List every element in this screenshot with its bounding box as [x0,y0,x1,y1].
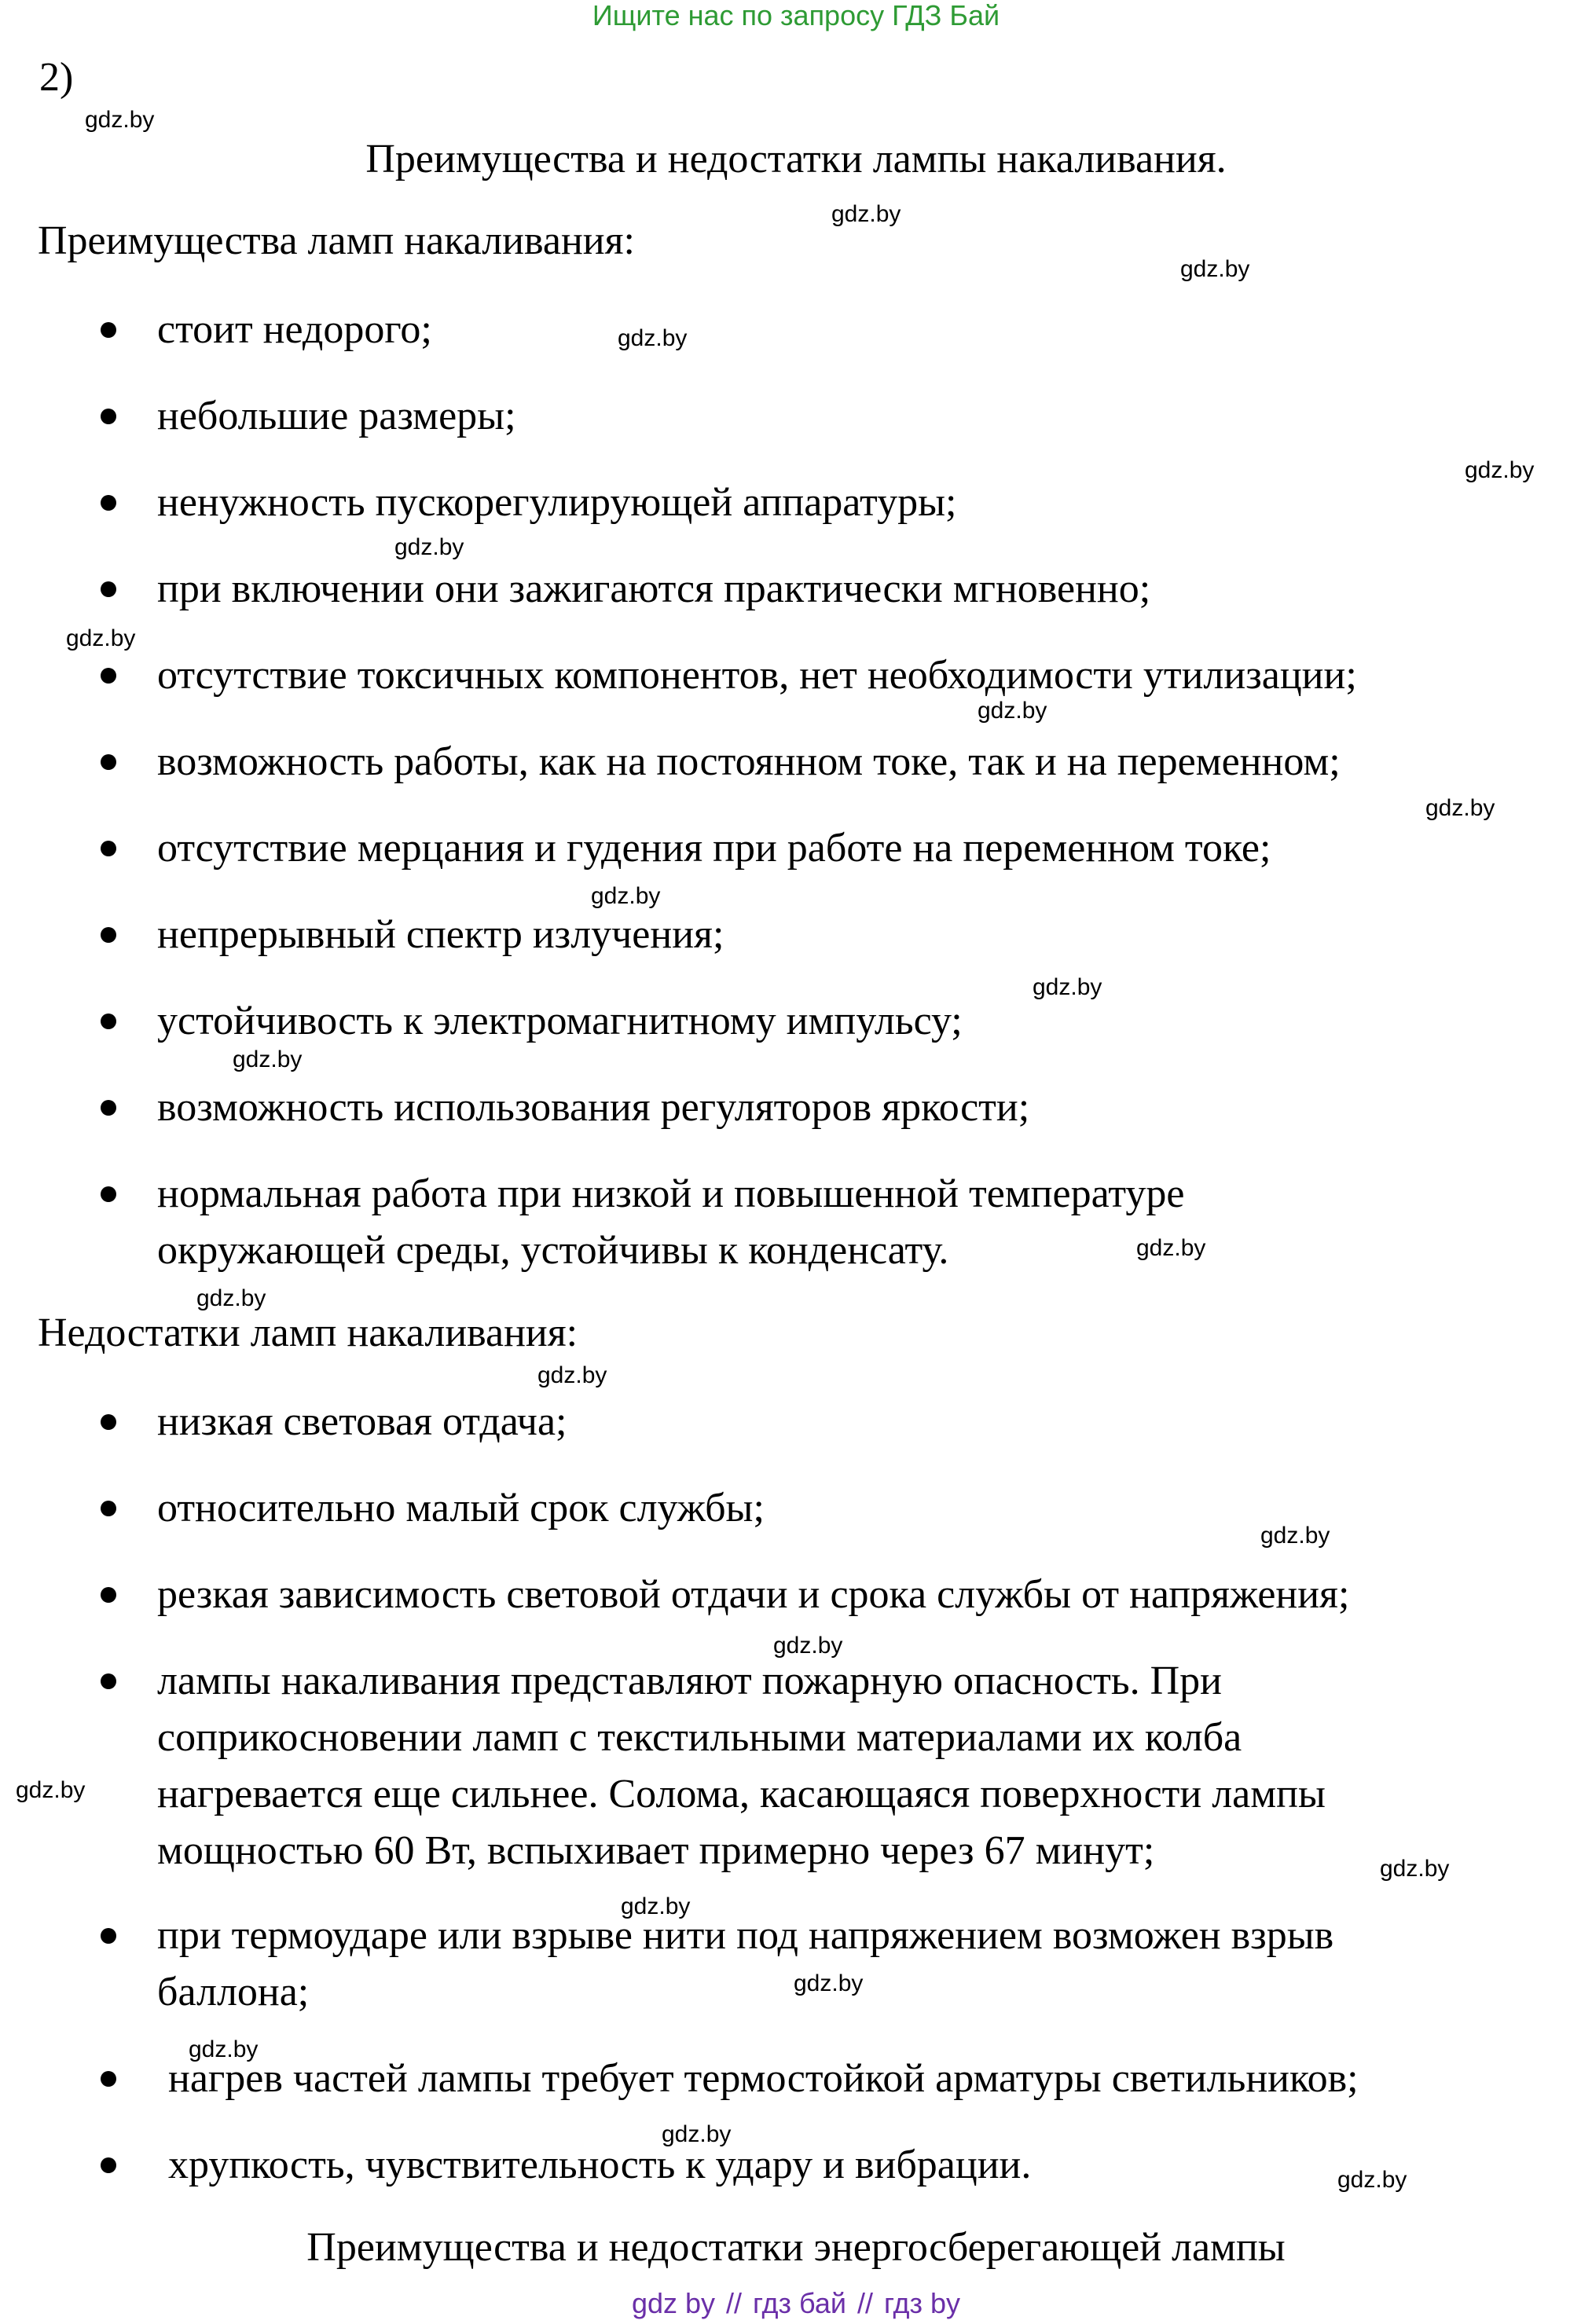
list-item-text: небольшие размеры; [157,394,516,438]
bullet-icon [101,1186,116,1202]
watermark-text: gdz.by [1033,974,1102,1000]
footer-link-gdz-by-latin[interactable]: гдз by [884,2287,961,2319]
watermark-text: gdz.by [662,2121,732,2147]
watermark-text: gdz.by [1180,256,1250,282]
bullet-icon [101,1414,116,1430]
bullet-icon [101,409,116,424]
watermark-text: gdz.by [537,1362,607,1388]
bullet-icon [101,1100,116,1116]
watermark-text: gdz.by [1465,457,1535,483]
bullet-icon [101,1673,116,1689]
watermark-text: gdz.by [1337,2167,1407,2193]
disadvantages-heading: Недостатки ламп накаливания: [38,1310,578,1355]
bullet-icon [101,322,116,338]
advantages-heading: Преимущества ламп накаливания: [38,218,635,263]
watermark-text: gdz.by [394,534,464,560]
bullet-icon [101,581,116,597]
bullet-icon [101,754,116,770]
watermark-text: gdz.by [233,1047,303,1072]
watermark-text: gdz.by [618,325,688,351]
watermark-text: gdz.by [1260,1523,1330,1549]
list-item-text: относительно малый срок службы; [157,1486,765,1530]
list-item-text: хрупкость, чувствительность к удару и вибрации. [168,2143,1032,2187]
top-banner: Ищите нас по запросу ГДЗ Бай [592,0,1000,31]
list-item-text: отсутствие токсичных компонентов, нет необходимости утилизации; [157,653,1357,698]
list-item-text: возможность работы, как на постоянном токе, так и на переменном; [157,739,1341,784]
list-item-text: лампы накаливания представляют пожарную опасность. При соприкосновении ламп с текстильными материалами их колба нагревается еще сильнее. Солома, касающаяся поверхности лампы мощностью 60 Вт, вспыхивает примерно через 67 минут; [157,1659,1326,1873]
watermark-text: gdz.by [66,625,136,651]
next-section-title: Преимущества и недостатки энергосберегающей лампы [306,2225,1286,2270]
watermark-text: gdz.by [85,107,155,133]
watermark-text: gdz.by [1380,1856,1450,1882]
list-item-text: стоит недорого; [157,307,432,352]
list-item-text: при включении они зажигаются практически мгновенно; [157,566,1151,611]
bullet-icon [101,841,116,856]
bullet-icon [101,668,116,684]
footer-separator: // [857,2287,873,2319]
list-item-text: возможность использования регуляторов яркости; [157,1085,1030,1130]
task-number: 2) [39,55,74,100]
watermark-text: gdz.by [1425,795,1495,821]
footer-links [0,2288,1592,2319]
list-item-text: отсутствие мерцания и гудения при работе на переменном токе; [157,826,1271,871]
footer-link-gdz-bai[interactable]: гдз бай [753,2287,846,2319]
watermark-text: gdz.by [16,1777,86,1803]
watermark-text: gdz.by [831,201,901,227]
bullet-icon [101,1501,116,1516]
bullet-icon [101,1014,116,1029]
footer-link-gdz-by[interactable]: gdz by [631,2287,716,2319]
watermark-text: gdz.by [773,1633,843,1659]
watermark-text: gdz.by [591,883,661,909]
list-item-text: непрерывный спектр излучения; [157,912,724,957]
footer-separator: // [726,2287,743,2319]
list-item-text: ненужность пускорегулирующей аппаратуры; [157,480,957,525]
page-title: Преимущества и недостатки лампы накаливания. [365,137,1227,181]
list-item-text: низкая световая отдача; [157,1399,567,1444]
bullet-icon [101,2157,116,2173]
watermark-text: gdz.by [196,1285,266,1311]
bullet-icon [101,2071,116,2087]
list-item-text: устойчивость к электромагнитному импульсу; [157,999,963,1043]
watermark-text: gdz.by [621,1893,691,1919]
watermark-text: gdz.by [1136,1235,1206,1261]
list-item-text: при термоударе или взрыве нити под напряжением возможен взрыв баллона; [157,1913,1334,2014]
list-item-text: резкая зависимость световой отдачи и срока службы от напряжения; [157,1572,1350,1617]
bullet-icon [101,1928,116,1944]
watermark-text: gdz.by [978,698,1047,724]
list-item-text: нагрев частей лампы требует термостойкой арматуры светильников; [168,2056,1359,2101]
bullet-icon [101,927,116,943]
watermark-text: gdz.by [189,2036,259,2062]
bullet-icon [101,495,116,511]
bullet-icon [101,1587,116,1603]
watermark-text: gdz.by [794,1970,864,1996]
list-item-text: нормальная работа при низкой и повышенной температуре окружающей среды, устойчивы к конденсату. [157,1171,1185,1273]
